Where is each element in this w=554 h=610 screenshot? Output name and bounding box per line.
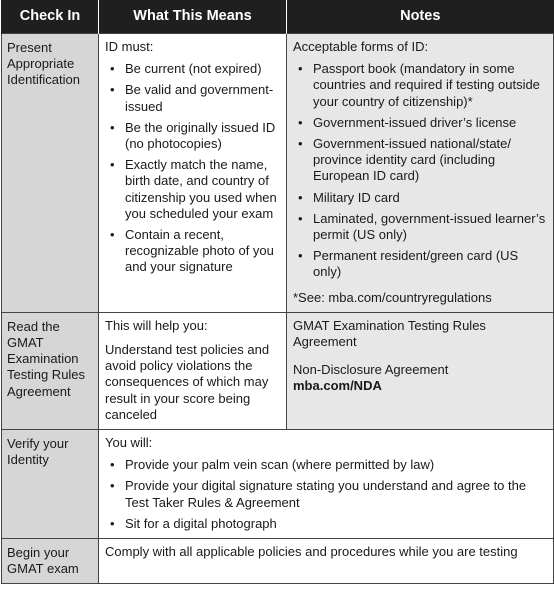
row-label-present-id: Present Appropriate Identification xyxy=(2,34,99,313)
header-notes: Notes xyxy=(287,0,554,34)
table-row xyxy=(2,430,554,539)
row3-content-cell xyxy=(99,430,554,539)
row2-means-text: Understand test policies and avoid policy violations the consequences of which may result in your score being canceled xyxy=(105,342,270,422)
list-item: • Be the originally issued ID (no photocopies) xyxy=(105,120,280,152)
row2-notes-nda: Non-Disclosure Agreement xyxy=(293,362,449,378)
list-item: • Government-issued national/state/ province identity card (including European ID card) xyxy=(293,136,547,185)
row1-notes-footnote: *See: mba.com/countryregulations xyxy=(293,289,492,305)
row1-notes-intro: Acceptable forms of ID: xyxy=(293,39,429,54)
row2-notes-cell xyxy=(287,312,554,429)
list-item: • Provide your digital signature stating you understand and agree to the Test Taker Rules & Agreement xyxy=(105,478,547,510)
row2-notes-nda-link[interactable]: mba.com/NDA xyxy=(293,378,382,394)
row1-notes-cell xyxy=(287,34,554,313)
list-item: • Laminated, government-issued learner’s permit (US only) xyxy=(293,211,547,243)
row1-means-cell xyxy=(99,34,287,313)
header-check-in: Check In xyxy=(2,0,99,34)
list-item: • Contain a recent, recognizable photo of you and your signature xyxy=(105,227,280,276)
table-row xyxy=(2,312,554,429)
list-item: • Be valid and government-issued xyxy=(105,82,280,114)
row2-means-intro: This will help you: xyxy=(105,317,208,333)
row2-notes-rules-agreement: GMAT Examination Testing Rules Agreement xyxy=(293,317,486,350)
table-row xyxy=(2,34,554,313)
list-item: • Provide your palm vein scan (where permitted by law) xyxy=(105,457,547,473)
row1-means-list xyxy=(105,61,280,275)
row3-list xyxy=(105,457,547,532)
table-row xyxy=(2,539,554,584)
row4-content-cell: Comply with all applicable policies and procedures while you are testing xyxy=(99,539,554,584)
table-header-row xyxy=(2,0,554,34)
list-item: • Passport book (mandatory in some countries and required if testing outside your country of citizenship)* xyxy=(293,61,547,110)
list-item: • Be current (not expired) xyxy=(105,61,280,77)
row1-means-intro: ID must: xyxy=(105,39,154,54)
row-label-verify-identity: Verify your Identity xyxy=(2,430,99,539)
row1-notes-list xyxy=(293,61,547,280)
check-in-table xyxy=(1,0,554,584)
list-item: • Military ID card xyxy=(293,190,547,206)
list-item: • Permanent resident/green card (US only) xyxy=(293,248,547,280)
header-what-this-means: What This Means xyxy=(99,0,287,34)
row-label-begin-exam: Begin your GMAT exam xyxy=(2,539,99,584)
row3-intro: You will: xyxy=(105,435,153,451)
row-label-read-rules: Read the GMAT Examination Testing Rules Agreement xyxy=(2,312,99,429)
list-item: • Sit for a digital photograph xyxy=(105,516,547,532)
row2-means-cell xyxy=(99,312,287,429)
list-item: • Exactly match the name, birth date, and country of citizenship you used when you scheduled your exam xyxy=(105,157,280,222)
list-item: • Government-issued driver’s license xyxy=(293,115,547,131)
